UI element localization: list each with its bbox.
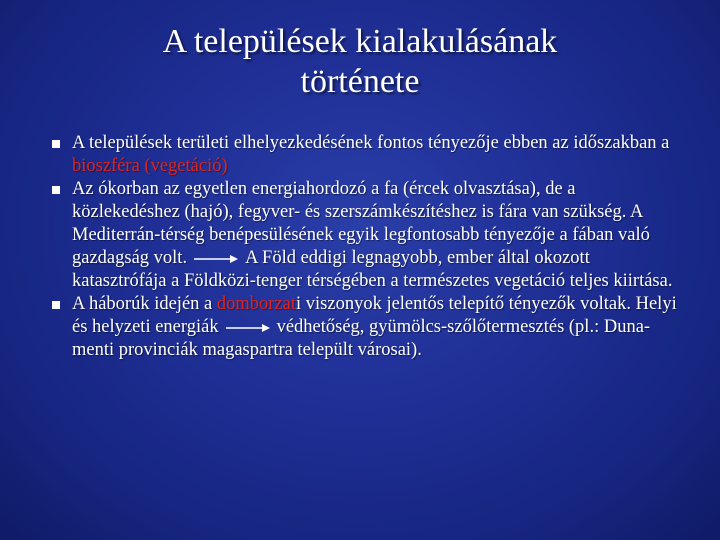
bullet-3-text-c: védhetőség, gyümölcs-szőlőtermesztés (pl.: Duna-menti provinciák magaspartra települt városai). — [72, 317, 651, 360]
bullet-3-text-a: A háborúk idején a — [72, 294, 217, 314]
bullet-2-text-b: A Föld eddigi legnagyobb, ember által okozott katasztrófája a Földközi-tenger térségében a természetes vegetáció teljes kiirtása. — [72, 248, 673, 291]
bullet-item-2 — [52, 178, 677, 293]
bullet-item-1 — [52, 132, 677, 178]
square-bullet-icon — [52, 186, 60, 194]
slide-title — [60, 22, 660, 102]
bullet-2-text-a: Az ókorban az egyetlen energiahordozó a fa (ércek olvasztása), de a közlekedéshez (hajó), fegyver- és szerszámkészítéshez is fára van szükség. A Mediterrán-térség benépesülésének egyik legfontosabb tényezője a fában való gazdagság volt. — [72, 179, 650, 268]
square-bullet-icon — [52, 301, 60, 309]
square-bullet-icon — [52, 140, 60, 148]
bullet-3-highlight: domborzat — [216, 294, 296, 314]
bullet-1-text: A települések területi elhelyezkedésének fontos tényezője ebben az időszakban a — [72, 133, 670, 153]
bullet-item-3 — [52, 293, 677, 362]
slide-title-line-1: A települések kialakulásának — [162, 23, 558, 60]
bullet-3-text-b: i viszonyok jelentős telepítő tényezők voltak. Helyi és helyzeti energiák — [72, 294, 677, 337]
slide-title-line-2: története — [300, 63, 420, 100]
right-arrow-icon — [193, 254, 239, 264]
bullet-list — [52, 132, 677, 362]
right-arrow-icon — [225, 323, 271, 333]
bullet-1-highlight: bioszféra (vegetáció) — [72, 156, 228, 176]
